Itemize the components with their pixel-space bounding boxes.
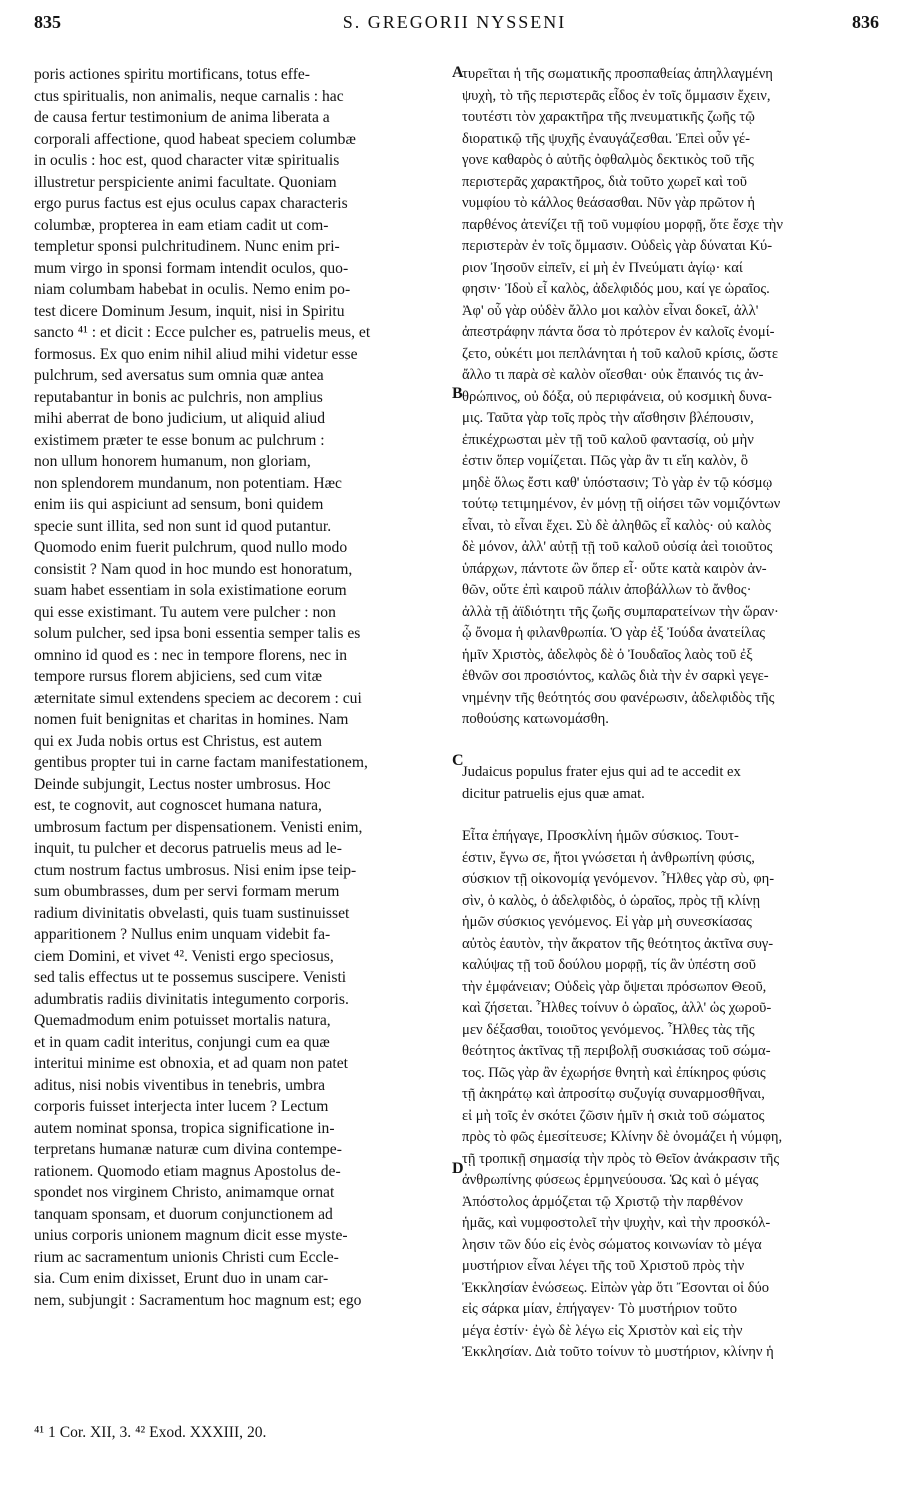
greek-line: διορατικῷ τῆς ψυχῆς ἐναυγάζεσθαι. Ἐπεὶ οὖν γέ- [462, 130, 751, 147]
latin-line: gentibus propter tui in carne factam manifestationem, [34, 754, 368, 771]
greek-line: ἐπικέχρωσται μὲν τῇ τοῦ καλοῦ φαντασίᾳ, οὐ μὴν [462, 431, 754, 448]
margin-letter-c: C [452, 752, 464, 769]
latin-line: existimem præter te esse bonum ac pulchrum : [34, 431, 325, 449]
greek-line: γονε καθαρὸς ὁ αὐτῆς ὀφθαλμὸς δεκτικὸς τοῦ τῆς [462, 152, 754, 168]
latin-line: aditus, nisi nobis viventibus in tenebris, umbra [34, 1076, 326, 1094]
greek-line: Εἶτα ἐπήγαγε, Προσκλίνη ἡμῶν σύσκιος. Τουτ- [462, 828, 739, 844]
margin-letter-d: D [452, 1160, 464, 1177]
latin-line: pulchrum, sed aversatus sum omnia quæ antea [34, 367, 324, 384]
greek-line: θεότητος ἀκτῖνας τῇ περιβολῇ συσκιάσας τοῦ σώμα- [462, 1043, 771, 1059]
greek-line: ἡμῶν σύσκιος γενόμενος. Εἰ γὰρ μὴ συνεσκίασας [462, 914, 752, 930]
latin-line: Deinde subjungit, Lectus noster umbrosus. Hoc [34, 775, 331, 793]
latin-column [34, 64, 454, 1311]
greek-line: μυστήριον εἶναι λέγει τῆς τοῦ Χριστοῦ πρὸς τὴν [462, 1258, 745, 1274]
latin-line: autem nominat sponsa, tropica significatione in- [34, 1119, 335, 1137]
latin-line: suam habet essentiam in sola existimatione eorum [34, 582, 347, 599]
greek-line: νυμφίου τὸ κάλλος θεάσασθαι. Νῦν γὰρ πρῶτον ἡ [462, 195, 756, 211]
greek-line: σύσκιον τῇ οἰκονομίᾳ γενόμενον. Ἦλθες γὰρ σὺ, φη- [462, 871, 775, 887]
greek-line: τὴν ἐμφάνειαν; Οὐδεὶς γὰρ ὄψεται πρόσωπον Θεοῦ, [462, 978, 767, 995]
latin-line: non splendorem mundanum, non potentiam. Hæc [34, 474, 342, 492]
latin-line: interitui minime est obnoxia, et ad quam non patet [34, 1055, 348, 1072]
latin-line: est, te cognovit, aut cognoscet humana natura, [34, 797, 322, 814]
latin-line: sancto ⁴¹ : et dicit : Ecce pulcher es, patruelis meus, et [34, 324, 371, 341]
greek-line: έστιν, ἔγνω σε, ἤτοι γνώσεται ἡ ἀνθρωπίνη φύσις, [462, 849, 755, 866]
greek-line: ἡμῖν Χριστὸς, ἀδελφὸς δὲ ὁ Ἰουδαῖος λαὸς τοῦ ἐξ [462, 646, 753, 663]
greek-line: ἀνθρωπίνης φύσεως ἑρμηνεύουσα. Ὡς καὶ ὁ μέγας [462, 1172, 759, 1188]
greek-line: τῇ τροπικῇ σημασίᾳ τὴν πρὸς τὸ Θεῖον ἀνάκρασιν τῆς [462, 1150, 780, 1167]
greek-line: καλύψας τῇ τοῦ δούλου μορφῇ, τίς ἂν ὑπέστη σοῦ [462, 957, 756, 973]
latin-line: ergo purus factus est ejus oculus capax characteris [34, 195, 348, 212]
greek-line: ψυχὴ, τὸ τῆς περιστερᾶς εἶδος ἐν τοῖς ὄμμασιν ἔχειν, [462, 87, 771, 104]
latin-line: umbrosum factum per dispensationem. Venisti enim, [34, 818, 363, 836]
margin-letter-a: A [452, 64, 464, 81]
greek-line: θῶν, οὔτε ἐπὶ καιροῦ πάλιν ἀποβάλλων τὸ ἄνθος· [462, 582, 752, 598]
latin-line: omnino id quod es : nec in tempore florens, nec in [34, 646, 348, 664]
latin-line: templetur sponsi pulchritudinem. Nunc enim pri- [34, 238, 340, 255]
page-number-right: 836 [852, 12, 879, 32]
latin-line: nomen fuit benignitas et charitas in homines. Nam [34, 711, 349, 728]
greek-line: Ἀφ' οὗ γὰρ οὐδὲν ἄλλο μοι καλὸν εἶναι δοκεῖ, ἀλλ' [462, 302, 759, 319]
latin-line: enim iis qui aspiciunt ad sensum, boni quidem [34, 496, 324, 513]
latin-line: Judaicus populus frater ejus qui ad te accedit ex [462, 764, 741, 780]
greek-line: μις. Ταῦτα γὰρ τοῖς πρὸς τὴν αἴσθησιν βλέπουσιν, [462, 410, 754, 426]
footnotes: ⁴¹ 1 Cor. XII, 3. ⁴² Exod. XXXIII, 20. [34, 1424, 267, 1441]
latin-line: de causa fertur testimonium de anima liberata a [34, 109, 330, 126]
greek-line: ἐθνῶν σοι προσιόντος, καλῶς διὰ τὴν ἐν σαρκὶ γεγε- [462, 668, 769, 684]
latin-line: Quomodo enim fuerit pulchrum, quod nullo modo [34, 539, 348, 556]
greek-line: Ἀπόστολος ἁρμόζεται τῷ Χριστῷ τὴν παρθένον [462, 1193, 743, 1210]
latin-line: unius corporis unionem magnum dicit esse myste- [34, 1227, 348, 1244]
latin-line: sum obumbrasses, dum per servi formam merum [34, 883, 340, 900]
greek-line: ἀλλὰ τῇ ἀϊδιότητι τῆς ζωῆς συμπαρατείνων τὴν ὥραν· [462, 603, 779, 620]
latin-line: solum pulcher, sed ipsa boni essentia semper talis es [34, 625, 361, 642]
latin-line: æternitate simul extendens speciem ac decorem : cui [34, 689, 362, 707]
greek-line: Ἐκκλησίαν. Διὰ τοῦτο τοίνυν τὸ μυστήριον, κλίνην ἡ [462, 1344, 774, 1360]
greek-line: ὑπάρχων, πάντοτε ὢν ὅπερ εἶ· οὔτε κατὰ καιρὸν ἀν- [462, 560, 767, 577]
latin-line: corporali affectione, quod habeat speciem columbæ [34, 130, 356, 148]
greek-line: ἀπεστράφην πάντα ὅσα τὸ πρότερον ἐν καλοῖς ἐνομί- [462, 324, 775, 340]
greek-line: ριον Ἰησοῦν εἰπεῖν, εἰ μὴ ἐν Πνεύματι ἁγίῳ· καί [462, 259, 743, 276]
latin-line: corporis fuisset interjecta inter lucem ? Lectum [34, 1098, 329, 1115]
latin-line: test dicere Dominum Jesum, inquit, nisi in Spiritu [34, 302, 345, 320]
latin-line: columbæ, propterea in eam etiam cadit ut com- [34, 216, 329, 234]
greek-line: σὶν, ὁ καλὸς, ὁ ἀδελφιδὸς, ὁ ὡραῖος, πρὸς τῇ κλίνῃ [462, 892, 761, 909]
latin-line: rationem. Quomodo etiam magnus Apostolus de- [34, 1162, 341, 1180]
latin-line: tanquam sponsam, et duorum conjunctionem ad [34, 1205, 333, 1223]
greek-line: τουτέστι τὸν χαρακτῆρα τῆς πνευματικῆς ζωῆς τῷ [462, 109, 755, 125]
latin-line: qui esse existimant. Tu autem vere pulcher : non [34, 603, 336, 621]
latin-line: tempore rursus florem abjiciens, sed cum vitæ [34, 668, 322, 685]
latin-line: sed talis effectus ut te possemus suscipere. Venisti [34, 969, 347, 986]
latin-line: sia. Cum enim dixisset, Erunt duo in unam car- [34, 1270, 329, 1287]
greek-line: καὶ ζήσεται. Ἦλθες τοίνυν ὁ ὡραῖος, ἀλλ' ὡς χωροῦ- [462, 1000, 772, 1016]
greek-line: τούτῳ τετιμημένον, ἐν μόνῃ τῇ οἰήσει τῶν νομιζόντων [462, 496, 781, 512]
latin-line: Quemadmodum enim potuisset mortalis natura, [34, 1012, 331, 1029]
greek-line: εἰς σάρκα μίαν, ἐπήγαγεν· Τὸ μυστήριον τοῦτο [462, 1301, 738, 1317]
latin-line: inquit, tu pulcher et decorus patruelis meus ad le- [34, 840, 342, 857]
greek-line: ἄλλο τι παρὰ σὲ καλὸν οἴεσθαι· οὐκ ἔπαινός τις ἀν- [462, 367, 764, 383]
greek-line: νημένην τῆς θεότητός σου φανέρωσιν, ἀδελφιδὸς τῆς [462, 689, 775, 706]
greek-line: τυρεῖται ἡ τῆς σωματικῆς προσπαθείας ἀπηλλαγμένη [462, 66, 773, 82]
greek-line: αὐτὸς ἑαυτὸν, τὴν ἄκρατον τῆς θεότητος ἀκτῖνα συγ- [462, 935, 774, 952]
margin-letter-b: B [452, 385, 463, 402]
latin-line: niam columbam habebat in oculis. Nemo enim po- [34, 281, 351, 298]
greek-line: εἰ μὴ τοῖς ἐν σκότει ζῶσιν ἡμῖν ἡ σκιὰ τοῦ σώματος [462, 1107, 765, 1124]
greek-line: τῇ ἀκηράτῳ καὶ ἀπροσίτῳ συζυγίᾳ συναρμοσθῆναι, [462, 1086, 765, 1102]
latin-line: consistit ? Nam quod in hoc mundo est honoratum, [34, 560, 353, 578]
latin-line: nem, subjungit : Sacramentum hoc magnum est; ego [34, 1291, 362, 1309]
greek-line: ἐστιν ὅπερ νομίζεται. Πῶς γὰρ ἂν τι εἴη καλὸν, ὃ [462, 453, 749, 469]
greek-line: φησιν· Ἰδοὺ εἶ καλὸς, ἀδελφιδός μου, καί γε ὡραῖος. [462, 281, 770, 297]
latin-line: qui ex Juda nobis ortus est Christus, est autem [34, 732, 323, 750]
greek-line: εἶναι, τὸ εἶναι ἔχει. Σὺ δὲ ἀληθῶς εἶ καλὸς· οὐ καλὸς [462, 517, 771, 534]
latin-line: ciem Domini, et vivet ⁴². Venisti ergo speciosus, [34, 947, 334, 965]
greek-line: δὲ μόνον, ἀλλ' αὐτῇ τῇ τοῦ καλοῦ οὐσίᾳ ἀεὶ τοιοῦτος [462, 539, 773, 555]
running-title: S. GREGORII NYSSENI [342, 12, 567, 32]
latin-right-column [462, 762, 876, 805]
greek-column [462, 64, 876, 731]
page-header [0, 6, 909, 40]
latin-line: radium divinitatis obvelasti, quis tuam sustinuisset [34, 904, 350, 922]
greek-line: περιστερὰν ἐν τοῖς ὄμμασιν. Οὐδεὶς γὰρ δύναται Κύ- [462, 238, 773, 254]
latin-line: ctum nostrum factus umbrosus. Nisi enim ipse teip- [34, 861, 357, 879]
greek-line: ἡμᾶς, καὶ νυμφοστολεῖ τὴν ψυχὴν, καὶ τὴν προσκόλ- [462, 1215, 771, 1231]
latin-line: et in quam cadit interitus, conjungi cum ea quæ [34, 1033, 330, 1051]
greek-line: ποθούσης κατωνομάσθη. [462, 711, 609, 727]
latin-line: rium ac sacramentum unionis Christi cum Eccle- [34, 1248, 339, 1266]
latin-line: mihi aberrat de bono judicium, ut aliquid aliud [34, 410, 326, 427]
greek-line: πρὸς τὸ φῶς ἐμεσίτευσε; Κλίνην δὲ ὀνομάζει ἡ νύμφη, [462, 1129, 783, 1145]
greek-line: θρώπινος, οὐ δόξα, οὐ περιφάνεια, οὐ κοσμικὴ δυνα- [462, 388, 772, 405]
latin-line: mum virgo in sponsi formam intendit oculos, quo- [34, 259, 349, 277]
greek-line: Ἐκκλησίαν ἑνώσεως. Εἰπὼν γὰρ ὅτι Ἔσονται οἱ δύο [462, 1279, 770, 1296]
latin-line: ctus spiritualis, non animalis, neque carnalis : hac [34, 87, 344, 105]
greek-line: περιστερᾶς χαρακτῆρος, διὰ τοῦτο χωρεῖ καὶ τοῦ [462, 173, 748, 190]
latin-line: formosus. Ex quo enim nihil aliud mihi videtur esse [34, 345, 358, 363]
greek-line: μεν δέξασθαι, τοιοῦτος γενόμενος. Ἦλθες τὰς τῆς [462, 1021, 755, 1038]
greek-line: ζετο, οὐκέτι μοι πεπλάνηται ἡ τοῦ καλοῦ κρίσις, ὥστε [462, 345, 779, 362]
latin-line: poris actiones spiritu mortificans, totus effe- [34, 66, 311, 83]
latin-line: in oculis : hoc est, quod character vitæ spiritualis [34, 152, 340, 169]
latin-line: specie sunt illita, sed non sunt id quod putantur. [34, 517, 332, 535]
greek-line: ᾧ ὄνομα ἡ φιλανθρωπία. Ὁ γὰρ ἐξ Ἰούδα ἀνατείλας [462, 625, 765, 641]
greek-line: λησιν τῶν δύο εἰς ἑνὸς σώματος κοινωνίαν τὸ μέγα [462, 1236, 762, 1253]
latin-line: terpretans humanæ naturæ cum divina contempe- [34, 1141, 342, 1158]
latin-line: dicitur patruelis ejus quæ amat. [462, 785, 645, 802]
greek-line: μέγα ἐστίν· ἐγὼ δὲ λέγω εἰς Χριστὸν καὶ εἰς τὴν [462, 1322, 743, 1339]
latin-line: adumbratis radiis divinitatis integumento corporis. [34, 990, 349, 1008]
latin-line: reputabantur in bonis ac pulchris, non amplius [34, 388, 323, 406]
latin-line: illustretur perspiciente animi facultate. Quoniam [34, 173, 337, 191]
greek-column-2 [462, 826, 876, 1364]
page-number-left: 835 [34, 12, 61, 32]
latin-line: apparitionem ? Nullus enim unquam videbit fa- [34, 926, 331, 943]
greek-line: παρθένος ἀτενίζει τῇ τοῦ νυμφίου μορφῇ, ὅτε ἔσχε τὴν [462, 216, 784, 233]
latin-line: spondet nos virginem Christo, animamque ornat [34, 1184, 335, 1201]
greek-line: μηδὲ ὅλως ἔστι καθ' ὑπόστασιν; Τὸ γὰρ ἐν τῷ κόσμῳ [462, 474, 773, 491]
latin-line: non ullum honorem humanum, non gloriam, [34, 453, 311, 470]
greek-line: τος. Πῶς γὰρ ἂν ἐχωρήσε θνητὴ καὶ ἐπίκηρος φύσις [462, 1064, 766, 1081]
